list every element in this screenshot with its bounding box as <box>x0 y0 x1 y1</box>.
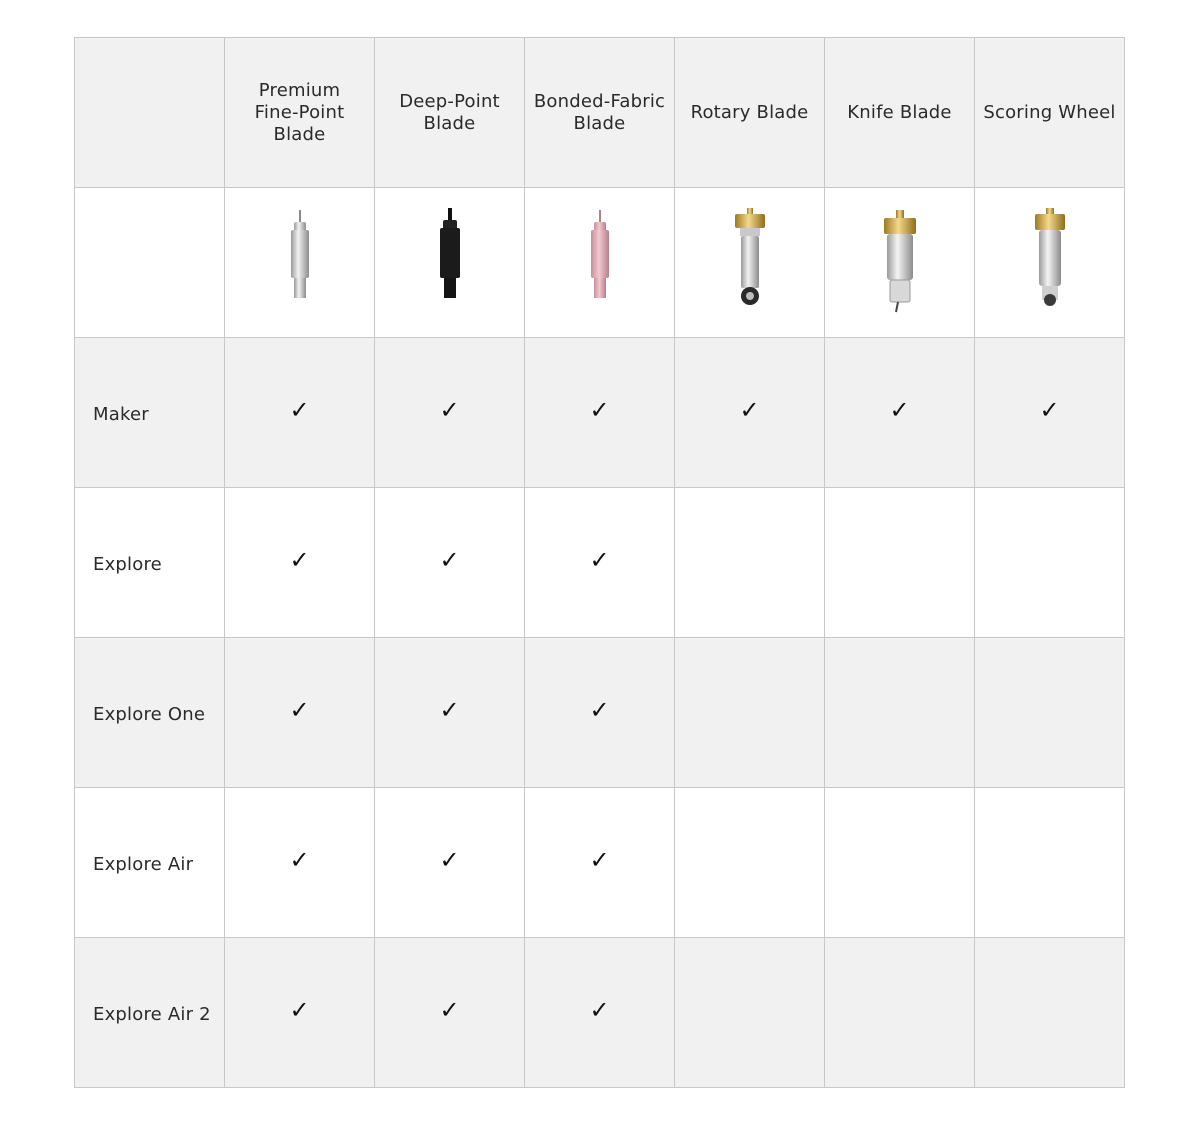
knife-blade-icon <box>875 208 925 318</box>
checkmark-icon: ✓ <box>589 995 610 1024</box>
row-label-cell <box>75 338 225 488</box>
scoring-wheel-icon <box>1025 208 1075 318</box>
compat-cell <box>225 488 375 638</box>
compat-cell <box>225 338 375 488</box>
checkmark-icon: ✓ <box>439 845 460 874</box>
checkmark-icon: ✓ <box>289 395 310 424</box>
checkmark-icon: ✓ <box>589 845 610 874</box>
tool-image-cell <box>525 188 675 338</box>
tool-image-cell <box>375 188 525 338</box>
compat-cell <box>825 938 975 1088</box>
row-label-cell <box>75 788 225 938</box>
compat-cell <box>675 938 825 1088</box>
bonded-fabric-blade-icon <box>580 208 620 318</box>
column-header <box>225 38 375 188</box>
column-header <box>375 38 525 188</box>
row-label-cell <box>75 938 225 1088</box>
row-label-cell <box>75 638 225 788</box>
tool-image-cell <box>975 188 1125 338</box>
compat-cell <box>975 488 1125 638</box>
column-header-label: Bonded-Fabric Blade <box>533 90 666 134</box>
compat-cell <box>375 788 525 938</box>
tool-image-row <box>75 188 1125 338</box>
compat-cell <box>675 338 825 488</box>
compat-cell <box>375 488 525 638</box>
compat-cell <box>825 338 975 488</box>
checkmark-icon: ✓ <box>889 395 910 424</box>
row-label: Explore Air 2 <box>93 1004 211 1025</box>
compat-cell <box>675 638 825 788</box>
fine-point-blade-icon <box>280 208 320 318</box>
checkmark-icon: ✓ <box>589 545 610 574</box>
row-label: Explore One <box>93 704 206 725</box>
compat-cell <box>975 788 1125 938</box>
checkmark-icon: ✓ <box>1039 395 1060 424</box>
deep-point-blade-icon <box>430 208 470 318</box>
row-label-cell <box>75 488 225 638</box>
checkmark-icon: ✓ <box>439 695 460 724</box>
column-header-label: Deep-Point Blade <box>399 90 500 134</box>
compat-cell <box>375 638 525 788</box>
compat-cell <box>525 488 675 638</box>
compat-cell <box>825 488 975 638</box>
column-header <box>675 38 825 188</box>
compat-cell <box>375 338 525 488</box>
checkmark-icon: ✓ <box>439 995 460 1024</box>
table-row <box>75 638 1125 788</box>
compat-cell <box>675 788 825 938</box>
row-label: Explore <box>93 554 162 575</box>
table-row <box>75 938 1125 1088</box>
tool-image-cell <box>825 188 975 338</box>
compat-cell <box>525 788 675 938</box>
checkmark-icon: ✓ <box>739 395 760 424</box>
row-label: Maker <box>93 404 149 425</box>
compat-cell <box>975 938 1125 1088</box>
column-header <box>825 38 975 188</box>
checkmark-icon: ✓ <box>439 395 460 424</box>
checkmark-icon: ✓ <box>589 395 610 424</box>
compat-cell <box>975 338 1125 488</box>
table-row <box>75 788 1125 938</box>
compat-cell <box>225 938 375 1088</box>
row-label: Explore Air <box>93 854 194 875</box>
tool-image-cell <box>225 188 375 338</box>
checkmark-icon: ✓ <box>589 695 610 724</box>
table-row <box>75 338 1125 488</box>
column-header-label: Rotary Blade <box>690 101 809 123</box>
compat-cell <box>975 638 1125 788</box>
checkmark-icon: ✓ <box>289 545 310 574</box>
column-header-label: Scoring Wheel <box>983 101 1116 123</box>
compat-cell <box>825 638 975 788</box>
rotary-blade-icon <box>725 208 775 318</box>
compat-cell <box>525 938 675 1088</box>
checkmark-icon: ✓ <box>289 695 310 724</box>
compat-cell <box>525 638 675 788</box>
compat-cell <box>225 638 375 788</box>
compat-cell <box>675 488 825 638</box>
compat-cell <box>825 788 975 938</box>
compat-cell <box>225 788 375 938</box>
table-row <box>75 488 1125 638</box>
corner-cell <box>75 38 225 188</box>
compat-cell <box>375 938 525 1088</box>
compatibility-table <box>74 37 1125 1088</box>
tool-image-cell <box>675 188 825 338</box>
header-row <box>75 38 1125 188</box>
empty-cell <box>75 188 225 338</box>
column-header <box>525 38 675 188</box>
checkmark-icon: ✓ <box>289 995 310 1024</box>
column-header <box>975 38 1125 188</box>
column-header-label: Knife Blade <box>847 101 952 123</box>
compat-cell <box>525 338 675 488</box>
checkmark-icon: ✓ <box>289 845 310 874</box>
column-header-label: Premium Fine-Point Blade <box>254 79 345 145</box>
checkmark-icon: ✓ <box>439 545 460 574</box>
